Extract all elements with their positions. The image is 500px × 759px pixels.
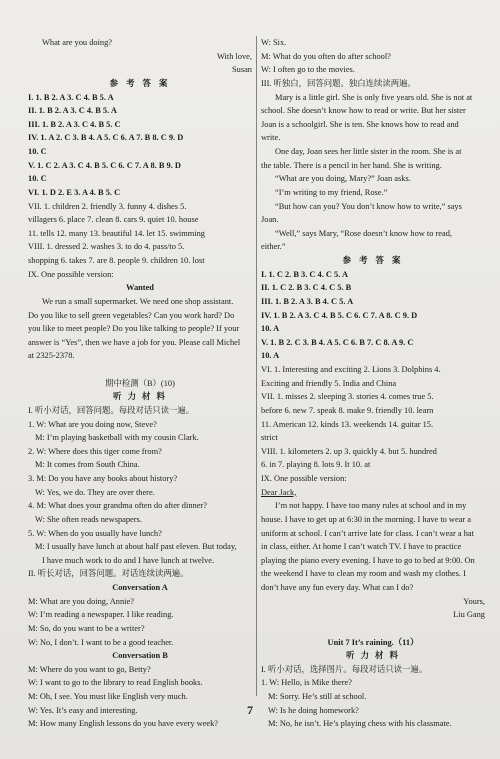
right-column-line: the table. There is a pencil in her hand. She is writing. [261,160,442,170]
right-column-line: I. 1. C 2. B 3. C 4. C 5. A [261,269,349,279]
right-column-line: “I’m writing to my friend, Rose.” [275,187,388,197]
left-column-line: VII. 1. children 2. friendly 3. funny 4. dishes 5. [28,201,187,211]
right-column-line: Unit 7 It’s raining.（11） [327,637,419,647]
left-column-line: II. 听长对话，回答问题。对话连续读两遍。 [28,569,189,579]
right-column-line: One day, Joan sees her little sister in the room. She is at [275,147,462,156]
right-column-line: “But how can you? You don’t know how to write,” says [275,201,462,211]
right-column-line: strict [261,433,278,443]
right-column-line: “Well,” says Mary, “Rose doesn’t know how to read, [275,228,453,238]
right-column-line: VI. 1. Interesting and exciting 2. Lions 3. Dolphins 4. [261,365,441,374]
left-column-line: I. 听小对话，回答问题。每段对话只读一遍。 [28,405,195,415]
right-column-line: IX. One possible version: [261,474,347,483]
left-column-line: 3. M: Do you have any books about history? [28,474,178,483]
right-column-line: W: Is he doing homework? [268,705,359,715]
left-column-line: M: Oh, I see. You must like English very much. [28,692,188,701]
right-column-line: VIII. 1. kilometers 2. up 3. quickly 4. but 5. hundred [261,446,437,456]
left-column-line: III. 1. B 2. A 3. C 4. B 5. C [28,119,121,129]
left-column-line: M: I’m playing basketball with my cousin Clark. [35,433,199,443]
left-column-line: We run a small supermarket. We need one shop assistant. [42,296,234,306]
right-column-line: I. 听小对话，选择图片。每段对话只读一遍。 [261,664,428,674]
left-column-line: 10. C [28,147,47,156]
left-column-line: V. 1. C 2. A 3. C 4. B 5. C 6. C 7. A 8. B 9. D [28,160,181,170]
right-column-line: Dear Jack, [261,487,297,497]
left-column-line: 听 力 材 料 [113,392,167,402]
right-column-line: W: I often go to the movies. [261,65,355,75]
left-column-line: Conversation A [112,583,168,592]
left-column-line: 期中检测（B）(10) [105,378,175,388]
right-column-line: the weekend I have to clean my room and wash my clothes. I [261,569,466,579]
right-column-line: 11. American 12. kinds 13. weekends 14. guitar 15. [261,419,434,429]
left-column-line: W: Yes. It’s easy and interesting. [28,705,138,715]
left-column-line: I. 1. B 2. A 3. C 4. B 5. A [28,92,114,102]
left-column-line: M: So, do you want to be a writer? [28,623,145,633]
left-column-line: Susan [231,65,252,75]
left-column-line: answer is “Yes”, then we have a job for you. Please call Michel [28,337,241,347]
right-column-line: don’t have any fun every day. What can I do? [261,583,414,592]
right-column-line: II. 1. C 2. B 3. C 4. C 5. B [261,283,352,293]
left-column-line: you like to meet people? Do you like talking to people? If your [28,324,240,334]
right-column-line: write. [261,133,281,143]
right-column-line: VII. 1. misses 2. sleeping 3. stories 4. comes true 5. [261,392,434,402]
right-column-line: before 6. new 7. speak 8. make 9. friendly 10. learn [261,405,434,415]
right-column-line: 6. in 7. playing 8. lots 9. It 10. at [261,460,371,470]
right-column-line: 参 考 答 案 [342,256,404,265]
left-column-line: shopping 6. takes 7. are 8. people 9. children 10. lost [28,256,205,265]
right-column-line: “What are you doing, Mary?” Joan asks. [275,174,411,184]
left-column-line: W: Yes, we do. They are over there. [35,487,155,497]
right-column-line: 10. A [261,324,280,334]
left-column-line [28,363,252,377]
right-column-line: school. She doesn’t know how to read or write. But her sister [261,106,466,116]
right-column-line: 1. W: Hello, is Mike there? [261,678,352,688]
right-column-line: Exciting and friendly 5. India and China [261,378,397,388]
left-column-line: VIII. 1. dressed 2. washes 3. to do 4. pass/to 5. [28,242,185,252]
right-column-line: 听 力 材 料 [346,651,400,661]
left-column-line: What are you doing? [42,38,112,47]
left-column-line: M: What are you doing, Annie? [28,596,134,606]
right-column-line: I’m not happy. I have too many rules at school and in my [275,501,467,511]
left-column-line: M: Where do you want to go, Betty? [28,664,151,674]
right-column-line: M: Sorry. He’s still at school. [268,692,367,701]
left-column-line: 参 考 答 案 [109,78,171,88]
left-column-line: 1. W: What are you doing now, Steve? [28,419,157,429]
left-column-line: W: She often reads newspapers. [35,514,142,524]
right-column-line: Liu Gang [453,610,485,620]
left-column-line: 5. W: When do you usually have lunch? [28,528,162,538]
right-column-line: IV. 1. B 2. A 3. C 4. B 5. C 6. C 7. A 8. C 9. D [261,310,418,320]
right-column-line: Mary is a little girl. She is only five years old. She is not at [275,92,473,102]
left-column-line: II. 1. B 2. A 3. C 4. B 5. A [28,106,117,116]
right-column-line: V. 1. B 2. C 3. B 4. A 5. C 6. B 7. C 8. A 9. C [261,337,414,347]
right-column-line: uniform at school. I can’t arrive late for class. I can’t wear a hat [261,528,474,538]
right-column-line: Joan is a schoolgirl. She is ten. She knows how to read and [261,119,459,129]
right-column-line: in class, either. At home I can’t watch TV. I have to practice [261,542,462,552]
left-column-line: Do you like to sell green vegetables? Can you work hard? Do [28,310,235,320]
left-column-line: 10. C [28,174,47,184]
left-column [28,36,252,731]
left-column-line: W: I want to go to the library to read English books. [28,678,203,688]
left-column-line: VI. 1. D 2. E 3. A 4. B 5. C [28,187,121,197]
left-column-line: villagers 6. place 7. clean 8. cars 9. quiet 10. house [28,215,199,225]
left-column-line: 2. W: Where does this tiger come from? [28,446,162,456]
left-column-line: Conversation B [112,651,168,661]
right-column-line: III. 1. B 2. A 3. B 4. C 5. A [261,296,354,306]
left-column-line: M: It comes from South China. [35,460,140,470]
right-column [261,36,485,731]
right-column-line: house. I have to get up at 6:30 in the morning. I have to wear a [261,514,472,524]
left-column-line: M: I usually have lunch at about half past eleven. But today, [35,542,237,552]
right-column-line: either.” [261,242,286,252]
right-column-line: Yours, [463,596,485,606]
right-column-line: III. 听独白，回答问题。独白连续读两遍。 [261,78,416,88]
right-column-line [261,622,485,636]
left-column-line: M: How many English lessons do you have every week? [28,719,219,729]
page-number: 7 [247,703,253,717]
left-column-line: IX. One possible version: [28,269,114,279]
left-column-line: I have much work to do and I have lunch at twelve. [42,555,215,565]
left-column-line: 4. M: What does your grandma often do after dinner? [28,501,207,511]
left-column-line: IV. 1. A 2. C 3. B 4. A 5. C 6. A 7. B 8. C 9. D [28,133,184,143]
left-column-line: at 2325-2378. [28,351,75,361]
left-column-line: Wanted [126,283,154,293]
left-column-line: 11. tells 12. many 13. beautiful 14. let 15. swimming [28,228,205,238]
left-column-line: W: No, I don’t. I want to be a good teacher. [28,637,174,647]
right-column-line: playing the piano every evening. I have to go to bed at 9:00. On [261,555,475,565]
right-column-line: W: Six. [261,38,287,47]
right-column-line: M: What do you often do after school? [261,51,391,61]
right-column-line: Joan. [261,215,279,225]
left-column-line: With love, [216,51,252,61]
left-column-line: W: I’m reading a newspaper. I like reading. [28,610,174,620]
right-column-line: 10. A [261,351,280,361]
right-column-line: M: No, he isn’t. He’s playing chess with his classmate. [268,719,452,729]
column-divider [256,36,257,696]
